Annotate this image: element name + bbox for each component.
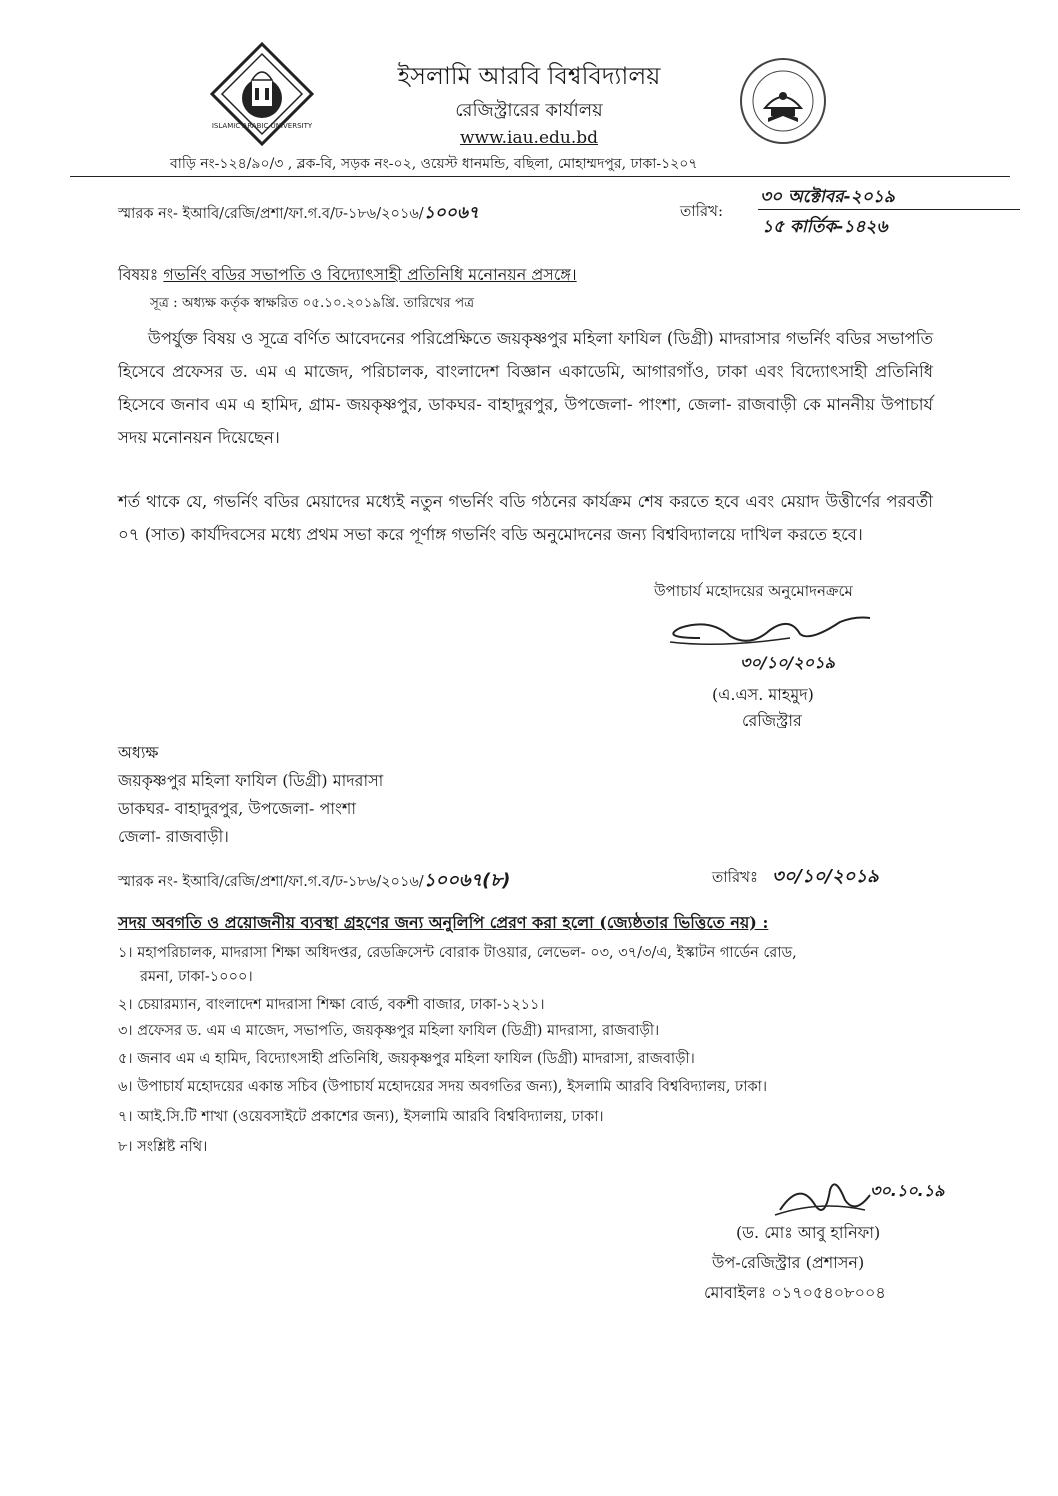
memo-handwritten-number-1: ১০০৬৭ [423, 203, 479, 223]
cc-item: রমনা, ঢাকা-১০০০। [140, 969, 253, 985]
cc-item: ৩। প্রফেসর ড. এম এ মাজেদ, সভাপতি, জয়কৃষ্ণপুর মহিলা ফাযিল (ডিগ্রী) মাদরাসা, রাজবাড়ী। [118, 1023, 660, 1039]
date-label-2: তারিখঃ [712, 868, 758, 886]
handwritten-date-1: ৩০ অক্টোবর-২০১৯ [760, 187, 895, 207]
body-paragraph-2: শর্ত থাকে যে, গভর্নিং বডির মেয়াদের মধ্যেই নতুন গভর্নিং বডি গঠনের কার্যক্রম শেষ করতে হবে এবং মেয়াদ উত্তীর্ণের পরবর্তী ০৭ (সাত) কার্যদিবসের মধ্যে প্রথম সভা করে পূর্ণাঙ্গ গভর্নিং বডি অনুমোদনের জন্য বিশ্ববিদ্যালয়ে দাখিল করতে হবে। [118, 492, 933, 544]
header-divider [70, 176, 1010, 177]
signatory-2-title: উপ-রেজিস্ট্রার (প্রশাসন) [712, 1253, 865, 1272]
memo-number-2 [118, 866, 510, 897]
approval-note: উপাচার্য মহোদয়ের অনুমোদনক্রমে [654, 582, 853, 600]
memo-label-2: স্মারক নং- ইআবি/রেজি/প্রশা/ফা.গ.ব/ঢ-১৮৬/২০১৬/ [118, 874, 424, 890]
cc-item: ৭। আই.সি.টি শাখা (ওয়েবসাইটে প্রকাশের জন্য), ইসলামি আরবি বিশ্ববিদ্যালয়, ঢাকা। [118, 1109, 604, 1125]
signatory-2-name: (ড. মোঃ আবু হানিফা) [736, 1223, 881, 1242]
subject-text: গভর্নিং বডির সভাপতি ও বিদ্যোৎসাহী প্রতিনিধি মনোনয়ন প্রসঙ্গে। [163, 265, 577, 284]
subject-prefix: বিষয়ঃ [118, 265, 159, 284]
signature-1-date: ৩০/১০/২০১৯ [740, 653, 835, 672]
handwritten-date-2: ১৫ কার্তিক-১৪২৬ [762, 217, 888, 237]
office-address: বাড়ি নং-১২৪/৯০/৩ , ব্লক-বি, সড়ক নং-০২, ওয়েস্ট ধানমন্ডি, বছিলা, মোহাম্মদপুর, ঢাকা-১২০৭ [170, 156, 698, 172]
cc-item: ২। চেয়ারম্যান, বাংলাদেশ মাদরাসা শিক্ষা বোর্ড, বকশী বাজার, ঢাকা-১২১১। [118, 997, 545, 1013]
recipient-line-3: ডাকঘর- বাহাদুরপুর, উপজেলা- পাংশা [118, 799, 357, 818]
recipient-line-4: জেলা- রাজবাড়ী। [118, 827, 229, 846]
cc-item: ১। মহাপরিচালক, মাদরাসা শিক্ষা অধিদপ্তর, রেডক্রিসেন্ট বোরাক টাওয়ার, লেভেল- ০৩, ৩৭/৩/এ, ইস্কাটন গার্ডেন রোড, [118, 945, 797, 961]
reference-line: সূত্র : অধ্যক্ষ কর্তৃক স্বাক্ষরিত ০৫.১০.২০১৯খ্রি. তারিখের পত্র [150, 295, 475, 311]
memo-number-1 [118, 200, 479, 228]
cc-item: ৬। উপাচার্য মহোদয়ের একান্ত সচিব (উপাচার্য মহোদয়ের সদয় অবগতির জন্য), ইসলামি আরবি বিশ্ববিদ্যালয়, ঢাকা। [118, 1079, 768, 1095]
logo-left-text: ISLAMIC ARABIC UNIVERSITY [211, 122, 313, 130]
signatory-1-name: (এ.এস. মাহমুদ) [712, 685, 814, 704]
signatory-2-mobile: মোবাইলঃ ০১৭০৫৪০৮০০৪ [704, 1283, 886, 1302]
date-label-1: তারিখ: [680, 202, 724, 220]
body-paragraph-1: উপর্যুক্ত বিষয় ও সূত্রে বর্ণিত আবেদনের পরিপ্রেক্ষিতে জয়কৃষ্ণপুর মহিলা ফাযিল (ডিগ্রী) মাদরাসার গভর্নিং বডির সভাপতি হিসেবে প্রফেসর ড. এম এ মাজেদ, পরিচালক, বাংলাদেশ বিজ্ঞান একাডেমি, আগারগাঁও, ঢাকা এবং বিদ্যোৎসাহী প্রতিনিধি হিসেবে জনাব এম এ হামিদ, গ্রাম- জয়কৃষ্ণপুর, ডাকঘর- বাহাদুরপুর, উপজেলা- পাংশা, জেলা- রাজবাড়ী কে মাননীয় উপাচার্য সদয় মনোনয়ন দিয়েছেন। [118, 329, 933, 447]
handwritten-date-3: ৩০/১০/২০১৯ [772, 866, 879, 887]
cc-item: ৮। সংশ্লিষ্ট নথি। [118, 1139, 208, 1155]
memo-label-1: স্মারক নং- ইআবি/রেজি/প্রশা/ফা.গ.ব/ঢ-১৮৬/২০১৬/ [118, 206, 424, 222]
memo-handwritten-number-2: ১০০৬৭(৮) [423, 870, 511, 891]
recipient-line-2: জয়কৃষ্ণপুর মহিলা ফাযিল (ডিগ্রী) মাদরাসা [118, 771, 384, 790]
university-name: ইসলামি আরবি বিশ্ববিদ্যালয় [397, 62, 661, 90]
office-name: রেজিস্ট্রারের কার্যালয় [455, 100, 603, 121]
date-divider [758, 209, 1020, 210]
signature-2-date: ৩০.১০.১৯ [870, 1181, 945, 1200]
cc-title: সদয় অবগতি ও প্রয়োজনীয় ব্যবস্থা গ্রহণের জন্য অনুলিপি প্রেরণ করা হলো (জ্যেষ্ঠতার ভিত্তিতে নয়) : [118, 913, 769, 932]
recipient-line-1: অধ্যক্ষ [118, 743, 159, 762]
signatory-1-title: রেজিস্ট্রার [742, 711, 802, 730]
website-link[interactable]: www.iau.edu.bd [459, 128, 599, 148]
subject-line [118, 262, 577, 289]
cc-item: ৫। জনাব এম এ হামিদ, বিদ্যোৎসাহী প্রতিনিধি, জয়কৃষ্ণপুর মহিলা ফাযিল (ডিগ্রী) মাদরাসা, রাজবাড়ী। [118, 1051, 695, 1067]
